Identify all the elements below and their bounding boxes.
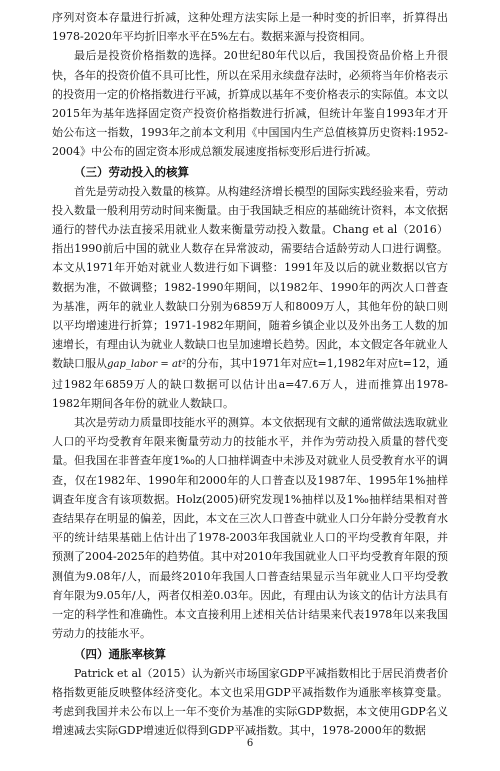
- paragraph-depreciation-end: 序列对资本存量进行折减，这种处理方法实际上是一种时变的折旧率，折算得出1978-2020年平均折旧率水平在5%左右。数据来源与投资相同。: [52, 11, 448, 44]
- paragraph-labor-quantity: [52, 182, 448, 413]
- paragraph-inflation: Patrick et al（2015）认为新兴市场国家GDP平减指数相比于居民消费者价格指数更能反映整体经济变化。本文也采用GDP平减指数作为通胀率核算变量。考虑到我国并未公布以上一年不变价为基准的实际GDP数据，本文使用GDP名义增速减去实际GDP增速近似得到GDP平减指数。其中，1978-2000年的数据: [52, 666, 448, 738]
- paragraph-labor-quantity-part1: 首先是劳动投入数量的核算。从构建经济增长模型的国际实践经验来看，劳动投入数量一般利用劳动时间来衡量。由于我国缺乏相应的基础统计资料，本文依据通行的替代办法直接采用就业人数来衡量劳动投入数量。Chang et al（2016）指出1990前后中国的就业人数存在异常波动，需要结合适龄劳动人口进行调整。本文从1971年开始对就业人数进行如下调整：1991年及以后的就业数据以官方数据为准，不做调整；1982-1990年期间，以1982年、1990年的两次人口普查为基准，两年的就业人数缺口分别为6859万人和8009万人，其他年份的缺口则以平均增速进行折算；1971-1982年期间，随着乡镇企业以及外出务工人数的加速增长，有理由认为就业人数缺口也呈加速增长趋势。因此，本文假定各年就业人数缺口服从: [52, 184, 448, 371]
- section-heading-labor-input: （三）劳动投入的核算: [74, 164, 189, 179]
- paragraph-labor-quality: 其次是劳动力质量即技能水平的测算。本文依据现有文献的通常做法选取就业人口的平均受教育年限来衡量劳动力的技能水平，并作为劳动投入质量的替代变量。但我国在非普查年度1‰的人口抽样调查中未涉及对就业人员受教育水平的调查，仅在1982年、1990年和2000年的人口普查以及1987年、1995年1%抽样调查年度含有该项数据。Holz(2005)研究发现1%抽样以及1‰抽样结果相对普查结果存在明显的偏差，因此，本文在三次人口普查中就业人口分年龄分受教育水平的统计结果基础上估计出了1978-2003年我国就业人口的平均受教育年限，并预测了2004-2025年的趋势值。其中对2010年我国就业人口平均受教育年限的预测值为9.08年/人，而最终2010年我国人口普查结果显示当年就业人口平均受教育年限为9.05年/人，两者仅相差0.03年。因此，有理由认为该文的估计方法具有一定的科学性和准确性。本文直接利用上述相关估计结果来代表1978年以来我国劳动力的技能水平。: [52, 416, 448, 641]
- section-heading-inflation: （四）通胀率核算: [74, 646, 166, 661]
- paragraph-investment-price-index: 最后是投资价格指数的选择。20世纪80年代以后，我国投资品价格上升很快，各年的投资价值不具可比性，所以在采用永续盘存法时，必须将当年价格表示的投资用一定的价格指数进行平减，折算成以基年不变价格表示的实际值。本文以2015年为基年选择固定资产投资价格指数进行折减，但统计年鉴自1993年才开始公布这一指数，1993年之前本文利用《中国国内生产总值核算历史资料:1952-2004》中公布的固定资本形成总额发展速度指标变形后进行折减。: [52, 49, 448, 159]
- labor-gap-formula: gap_labor = at²: [107, 359, 186, 371]
- page-number: 6: [246, 738, 254, 749]
- paragraph-labor-quantity-part2: 的分布，其中1971年对应t=1,1982年对应t=12，通过1982年6859万人的缺口数据可以估计出a=47.6万人，进而推算出1978-1982年期间各年份的就业人数缺口。: [52, 357, 448, 410]
